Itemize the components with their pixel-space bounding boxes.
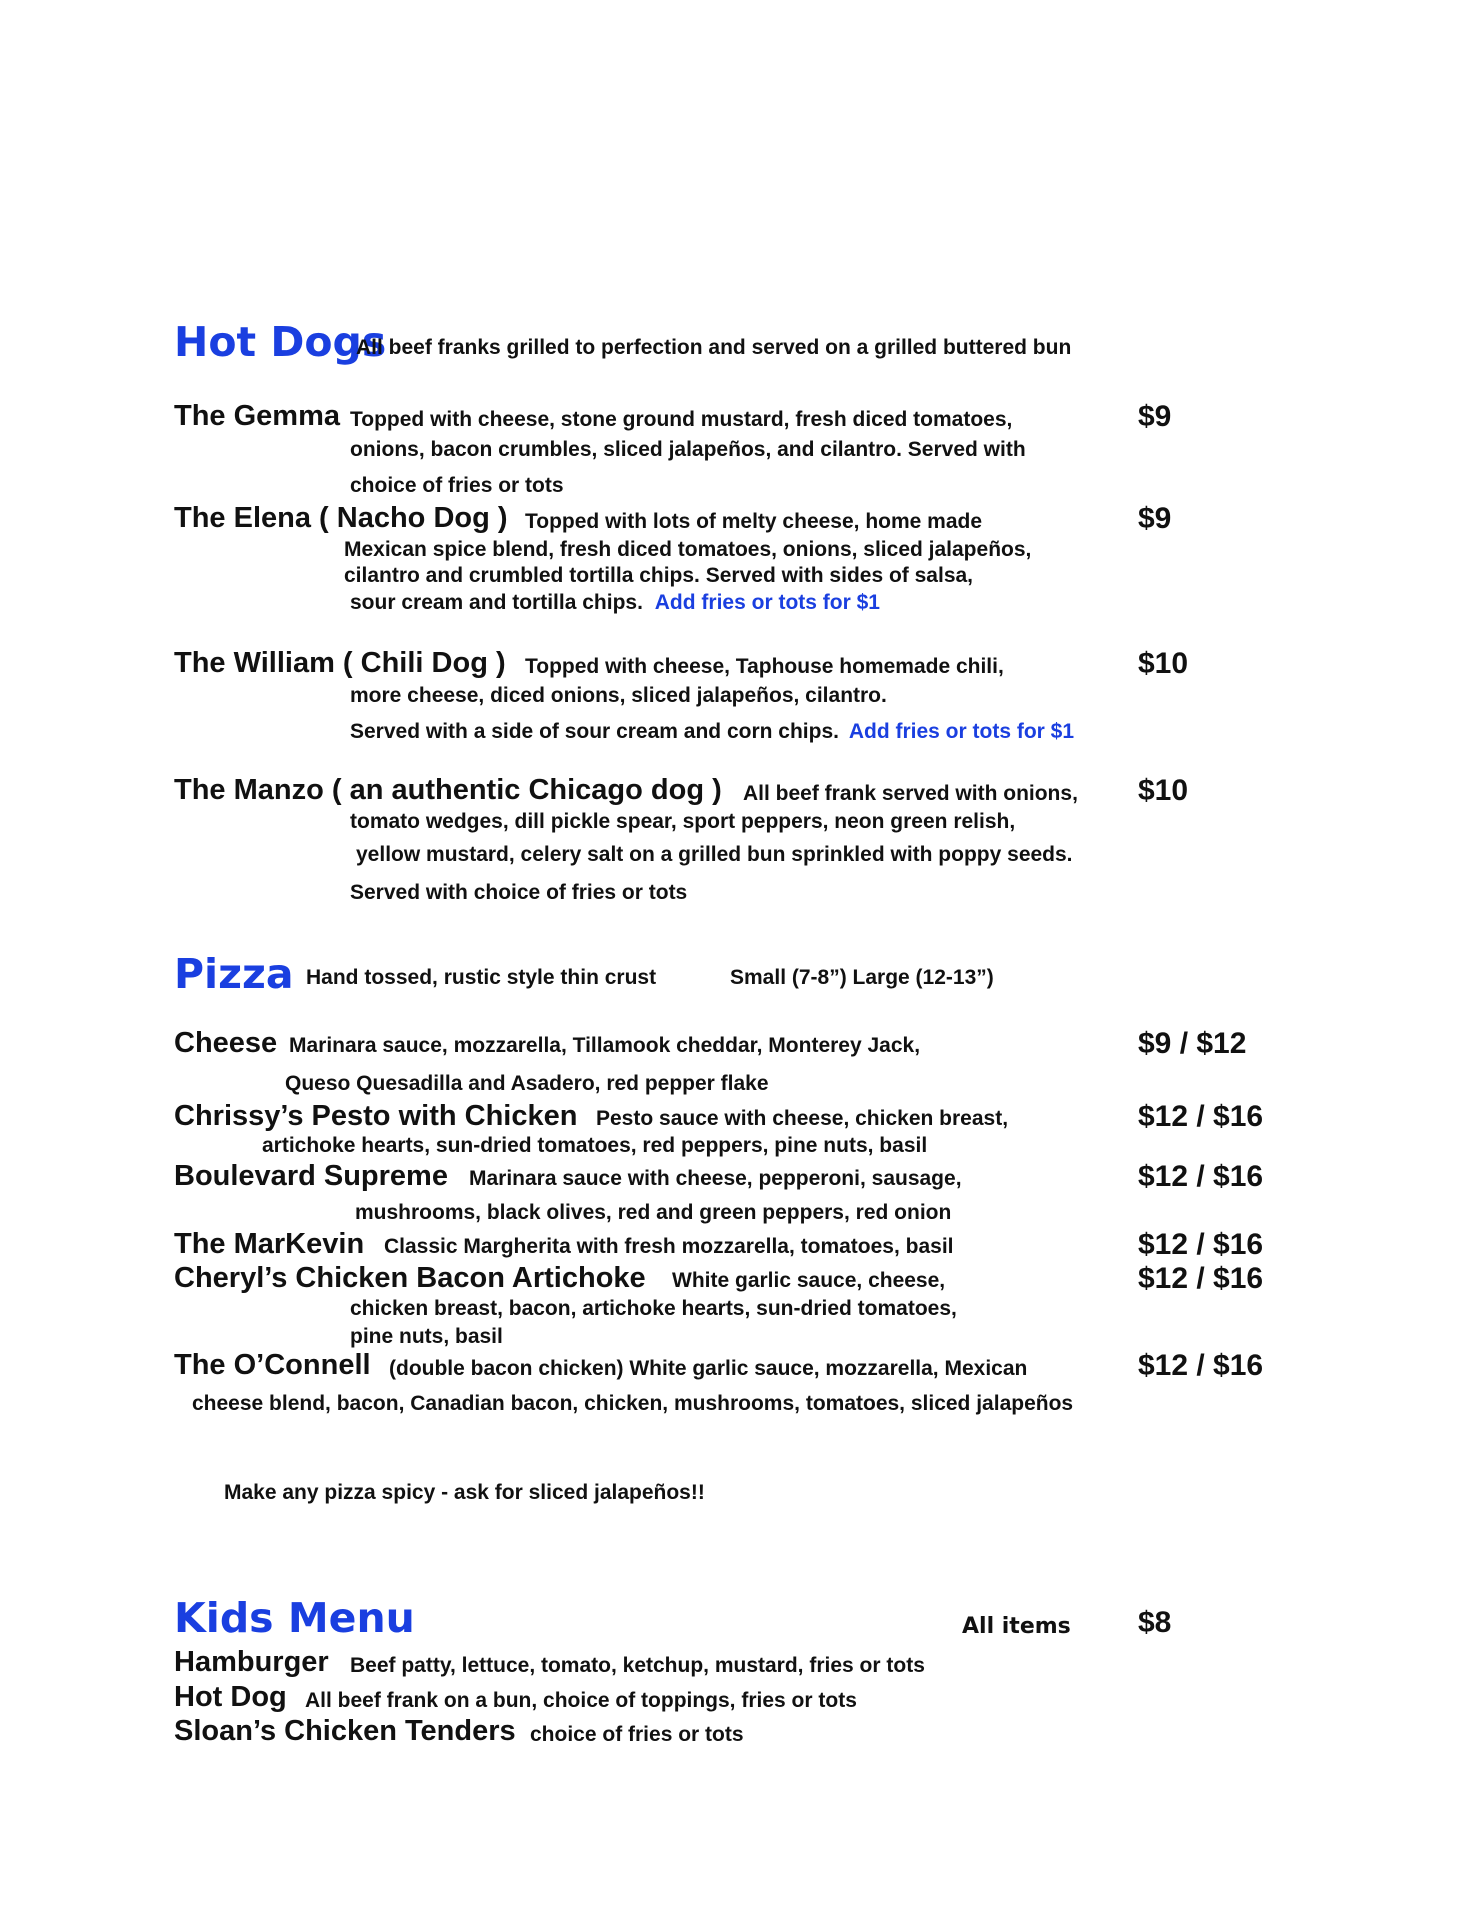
- gemma-desc-1: Topped with cheese, stone ground mustard, fresh diced tomatoes,: [350, 408, 1013, 431]
- elena-desc-2: Mexican spice blend, fresh diced tomatoes, onions, sliced jalapeños,: [344, 538, 1032, 561]
- elena-desc-3: cilantro and crumbled tortilla chips. Served with sides of salsa,: [344, 564, 974, 587]
- william-addon: Add fries or tots for $1: [848, 720, 1075, 743]
- elena-name: The Elena ( Nacho Dog ): [174, 502, 508, 534]
- oconnell-price: $12 / $16: [1138, 1349, 1264, 1382]
- manzo-desc-4: Served with choice of fries or tots: [350, 881, 688, 904]
- cheese-desc-1: Marinara sauce, mozzarella, Tillamook cheddar, Monterey Jack,: [289, 1034, 921, 1057]
- elena-desc-4: [350, 591, 880, 615]
- william-desc-1: Topped with cheese, Taphouse homemade chili,: [525, 655, 1004, 678]
- pizza-spicy-note: Make any pizza spicy - ask for sliced jalapeños!!: [224, 1481, 705, 1504]
- gemma-name: The Gemma: [174, 400, 340, 432]
- manzo-desc-1: All beef frank served with onions,: [743, 782, 1078, 805]
- cheese-name: Cheese: [174, 1027, 278, 1059]
- gemma-price: $9: [1138, 400, 1172, 433]
- william-desc-3-text: Served with a side of sour cream and corn chips.: [350, 720, 839, 743]
- cheryl-desc-3: pine nuts, basil: [350, 1325, 503, 1348]
- chrissy-desc-2: artichoke hearts, sun-dried tomatoes, red peppers, pine nuts, basil: [262, 1134, 928, 1157]
- manzo-desc-3: yellow mustard, celery salt on a grilled bun sprinkled with poppy seeds.: [356, 843, 1073, 866]
- chrissy-name: Chrissy’s Pesto with Chicken: [174, 1100, 578, 1132]
- oconnell-desc-2: cheese blend, bacon, Canadian bacon, chicken, mushrooms, tomatoes, sliced jalapeños: [192, 1392, 1074, 1415]
- boulevard-desc-1: Marinara sauce with cheese, pepperoni, sausage,: [469, 1167, 962, 1190]
- kids-tenders-desc: choice of fries or tots: [530, 1723, 744, 1746]
- elena-desc-1: Topped with lots of melty cheese, home made: [525, 510, 983, 533]
- cheryl-desc-1: White garlic sauce, cheese,: [672, 1269, 946, 1292]
- cheryl-desc-2: chicken breast, bacon, artichoke hearts, sun-dried tomatoes,: [350, 1297, 957, 1320]
- oconnell-name: The O’Connell: [174, 1349, 371, 1381]
- boulevard-name: Boulevard Supreme: [174, 1160, 448, 1192]
- manzo-name: The Manzo ( an authentic Chicago dog ): [174, 774, 722, 806]
- elena-desc-4-text: sour cream and tortilla chips.: [350, 591, 643, 614]
- gemma-desc-3: choice of fries or tots: [350, 474, 564, 497]
- gemma-desc-2: onions, bacon crumbles, sliced jalapeños, and cilantro. Served with: [350, 438, 1026, 461]
- chrissy-desc-1: Pesto sauce with cheese, chicken breast,: [596, 1107, 1009, 1130]
- cheryl-name: Cheryl’s Chicken Bacon Artichoke: [174, 1262, 646, 1294]
- pizza-sizes: Small (7-8”) Large (12-13”): [730, 966, 994, 989]
- hotdogs-subtitle: All beef franks grilled to perfection and served on a grilled buttered bun: [356, 336, 1072, 359]
- elena-price: $9: [1138, 502, 1172, 535]
- william-name: The William ( Chili Dog ): [174, 647, 506, 679]
- kids-all-items: All items: [962, 1614, 1071, 1639]
- oconnell-desc-1: (double bacon chicken) White garlic sauce, mozzarella, Mexican: [389, 1357, 1028, 1380]
- pizza-heading: Pizza: [174, 950, 294, 998]
- kids-heading: Kids Menu: [174, 1594, 415, 1642]
- pizza-subtitle: Hand tossed, rustic style thin crust: [306, 966, 657, 989]
- kids-hamburger-name: Hamburger: [174, 1646, 329, 1678]
- elena-addon: Add fries or tots for $1: [654, 591, 880, 614]
- markevin-price: $12 / $16: [1138, 1228, 1264, 1261]
- cheryl-price: $12 / $16: [1138, 1262, 1264, 1295]
- cheese-desc-2: Queso Quesadilla and Asadero, red pepper flake: [285, 1072, 769, 1095]
- william-desc-3: [350, 720, 1074, 744]
- kids-hamburger-desc: Beef patty, lettuce, tomato, ketchup, mustard, fries or tots: [350, 1654, 925, 1677]
- kids-hotdog-name: Hot Dog: [174, 1681, 287, 1713]
- kids-price: $8: [1138, 1606, 1172, 1639]
- boulevard-desc-2: mushrooms, black olives, red and green peppers, red onion: [355, 1201, 952, 1224]
- kids-tenders-name: Sloan’s Chicken Tenders: [174, 1715, 516, 1747]
- boulevard-price: $12 / $16: [1138, 1160, 1264, 1193]
- hotdogs-heading: Hot Dogs: [174, 318, 387, 366]
- cheese-price: $9 / $12: [1138, 1027, 1247, 1060]
- william-price: $10: [1138, 647, 1189, 680]
- chrissy-price: $12 / $16: [1138, 1100, 1264, 1133]
- markevin-desc-1: Classic Margherita with fresh mozzarella, tomatoes, basil: [384, 1235, 954, 1258]
- manzo-price: $10: [1138, 774, 1189, 807]
- kids-hotdog-desc: All beef frank on a bun, choice of toppings, fries or tots: [305, 1689, 857, 1712]
- markevin-name: The MarKevin: [174, 1228, 365, 1260]
- william-desc-2: more cheese, diced onions, sliced jalapeños, cilantro.: [350, 684, 887, 707]
- manzo-desc-2: tomato wedges, dill pickle spear, sport peppers, neon green relish,: [350, 810, 1016, 833]
